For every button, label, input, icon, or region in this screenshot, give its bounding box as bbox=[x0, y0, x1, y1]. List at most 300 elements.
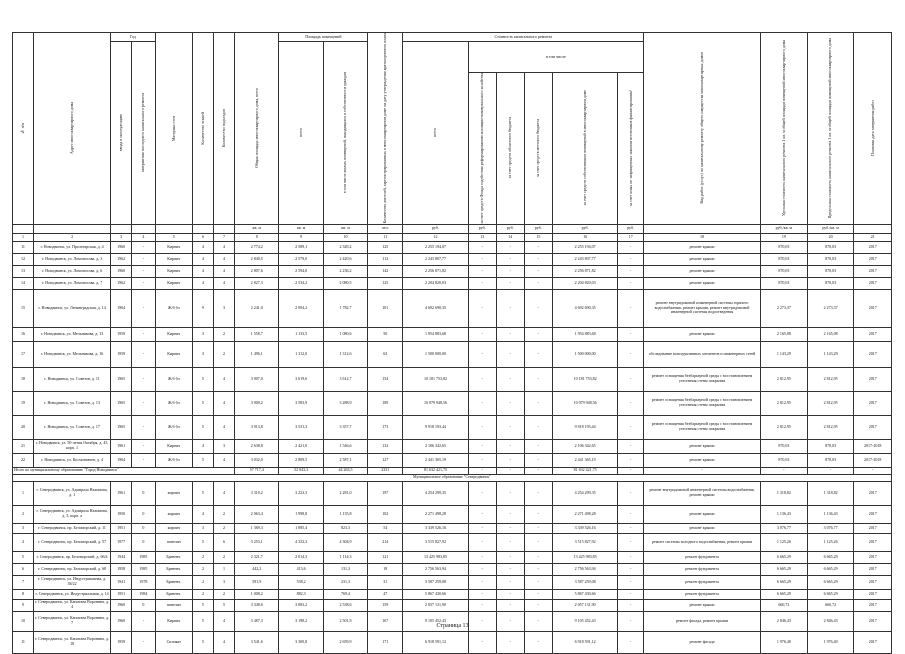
table-cell: - bbox=[524, 551, 552, 563]
table-cell: 2 812,95 bbox=[807, 391, 854, 415]
table-cell: 5 bbox=[192, 415, 213, 439]
incl-header: в том числе bbox=[468, 42, 643, 73]
table-cell: 3 515 827,92 bbox=[552, 533, 617, 551]
table-cell: 442,2 bbox=[235, 563, 279, 575]
table-cell: 2 846,43 bbox=[760, 611, 807, 631]
table-cell: 2 501,9 bbox=[323, 611, 367, 631]
page-number: Страница 13 bbox=[436, 623, 469, 629]
table-cell: 1 080,6 bbox=[323, 327, 367, 341]
table-cell: - bbox=[524, 391, 552, 415]
table-cell: 2 756 563,94 bbox=[552, 563, 617, 575]
table-cell: 171 bbox=[368, 631, 403, 653]
total-cell: - bbox=[496, 467, 524, 474]
table-cell: панелан bbox=[155, 533, 192, 551]
table-cell: 870,03 bbox=[760, 253, 807, 265]
table-cell: 3 612,7 bbox=[323, 367, 367, 391]
table-cell: - bbox=[618, 391, 644, 415]
table-cell: Кирпич bbox=[155, 611, 192, 631]
table-cell: Кирпич bbox=[155, 327, 192, 341]
table-cell: 1965 bbox=[111, 367, 132, 391]
table-row bbox=[13, 631, 892, 653]
table-cell: 1 bbox=[13, 481, 34, 505]
table-cell: 3 076,77 bbox=[807, 523, 854, 533]
table-cell: - bbox=[132, 439, 155, 453]
table-cell: 3 487,3 bbox=[235, 611, 279, 631]
table-cell: 3 032,0 bbox=[235, 453, 279, 467]
unit-cell: руб. bbox=[524, 224, 552, 233]
table-cell: 121 bbox=[368, 551, 403, 563]
table-cell: - bbox=[468, 505, 496, 523]
table-cell: 4 bbox=[192, 505, 213, 523]
table-cell: 2017 bbox=[854, 599, 892, 611]
table-cell: 1 136,43 bbox=[807, 505, 854, 523]
table-cell: - bbox=[496, 589, 524, 599]
table-cell: 4 692 690,35 bbox=[403, 289, 468, 327]
table-cell: 2017 bbox=[854, 523, 892, 533]
table-cell: 8 bbox=[13, 589, 34, 599]
table-cell: - bbox=[132, 415, 155, 439]
table-cell: г. Новодвинск, ул. 50-летия Октября, д. 45, корп. 1 bbox=[34, 439, 111, 453]
table-cell: 1984 bbox=[132, 589, 155, 599]
table-cell: 1 558,7 bbox=[235, 327, 279, 341]
table-cell: ремонт крыши bbox=[644, 505, 761, 523]
table-cell: 2 827,3 bbox=[235, 277, 279, 289]
table-cell: 1964 bbox=[111, 289, 132, 327]
table-cell: 2017 bbox=[854, 289, 892, 327]
table-row bbox=[13, 523, 892, 533]
column-number-cell: 15 bbox=[524, 233, 552, 241]
units-row bbox=[13, 224, 892, 233]
table-cell: - bbox=[524, 523, 552, 533]
table-cell: 870,03 bbox=[807, 265, 854, 277]
table-cell: - bbox=[618, 563, 644, 575]
table-cell: 2 bbox=[192, 563, 213, 575]
table-row bbox=[13, 575, 892, 589]
table-cell: 10 079 948,56 bbox=[552, 391, 617, 415]
table-cell: 9 918 193,44 bbox=[403, 415, 468, 439]
table-cell: 5 bbox=[13, 551, 34, 563]
table-cell: 1 782,7 bbox=[323, 289, 367, 327]
section-severodvinsk bbox=[13, 474, 892, 481]
table-cell: - bbox=[618, 599, 644, 611]
table-cell: - bbox=[496, 253, 524, 265]
table-cell: - bbox=[468, 327, 496, 341]
table-row bbox=[13, 533, 892, 551]
table-cell: 1 500 000,00 bbox=[552, 341, 617, 367]
col-header-17: за счет иных не запрещенных законом источников финансирования¹ bbox=[618, 72, 644, 224]
column-number-cell: 1 bbox=[13, 233, 34, 241]
table-cell: 4 bbox=[192, 265, 213, 277]
table-cell: 2 321,7 bbox=[235, 551, 279, 563]
table-cell: 4 692 690,35 bbox=[552, 289, 617, 327]
table-cell: 4 bbox=[214, 453, 235, 467]
table-cell: г. Северодвинск, ул. Адмирала Нахимова, д. 3, корп. а bbox=[34, 505, 111, 523]
table-cell: ремонт фасада bbox=[644, 631, 761, 653]
table-cell: 5 bbox=[192, 533, 213, 551]
table-cell: 5 bbox=[192, 611, 213, 631]
table-cell: 6 918 591,12 bbox=[552, 631, 617, 653]
table-cell: 2017 bbox=[854, 533, 892, 551]
table-cell: - bbox=[618, 589, 644, 599]
table-cell: 1964 bbox=[111, 453, 132, 467]
col-header-4: завершения последнего капитального ремонта bbox=[132, 42, 155, 225]
table-cell: - bbox=[468, 523, 496, 533]
column-number-cell: 8 bbox=[235, 233, 279, 241]
table-cell: - bbox=[496, 265, 524, 277]
table-cell: 5 bbox=[192, 391, 213, 415]
table-cell: - bbox=[468, 391, 496, 415]
table-cell: - bbox=[468, 277, 496, 289]
table-cell: 2 bbox=[192, 589, 213, 599]
table-cell: 159 bbox=[368, 599, 403, 611]
table-cell: 2 441 365,19 bbox=[403, 453, 468, 467]
table-cell: 3 bbox=[13, 523, 34, 533]
table-cell: 17 bbox=[13, 341, 34, 367]
table-cell: г. Новодвинск, ул. Советов, д. 17 bbox=[34, 415, 111, 439]
table-cell: 6 665,29 bbox=[807, 589, 854, 599]
table-cell: 5 bbox=[192, 631, 213, 653]
col-header-18: Вид работ (услуг) по капитальному ремонту общего имущества многоквартирных домов bbox=[644, 33, 761, 225]
table-cell: Ж/б бл bbox=[155, 367, 192, 391]
table-cell: 132 bbox=[368, 439, 403, 453]
column-number-cell: 12 bbox=[403, 233, 468, 241]
table-cell: 9 bbox=[192, 289, 213, 327]
table-cell: - bbox=[524, 289, 552, 327]
table-cell: - bbox=[524, 265, 552, 277]
total-cell: - bbox=[618, 467, 644, 474]
table-cell: ремонт фундамента bbox=[644, 575, 761, 589]
table-cell: 882,3 bbox=[279, 589, 323, 599]
table-cell: - bbox=[524, 599, 552, 611]
table-cell: - bbox=[132, 611, 155, 631]
section-title: Муниципальное образование "Северодвинск" bbox=[13, 474, 892, 481]
table-cell: 2 bbox=[214, 327, 235, 341]
table-cell: 1 312,0 bbox=[279, 341, 323, 367]
col-header-19: Удельная стоимость капитального ремонта 1 кв. м общей площади помещений многоквартирного дома bbox=[760, 33, 807, 225]
table-cell: ремонт крыши bbox=[644, 453, 761, 467]
table-cell: 2 420,6 bbox=[323, 253, 367, 265]
col-header-21: Плановая дата завершения работ bbox=[854, 33, 892, 225]
table-cell: г. Северодвинск, пр. Беломорский, д. 57 bbox=[34, 533, 111, 551]
table-cell: 1961 bbox=[111, 439, 132, 453]
table-cell: 2017 bbox=[854, 589, 892, 599]
table-cell: 189 bbox=[368, 391, 403, 415]
table-cell: - bbox=[496, 341, 524, 367]
table-cell: 6 665,29 bbox=[807, 575, 854, 589]
table-cell: - bbox=[618, 481, 644, 505]
table-row bbox=[13, 253, 892, 265]
table-cell: - bbox=[618, 523, 644, 533]
table-cell: 2017 bbox=[854, 631, 892, 653]
table-cell: ремонт системы холодного водоснабжения, ремонт крыши bbox=[644, 533, 761, 551]
total-cell: 44 263,5 bbox=[323, 467, 367, 474]
table-cell: г. Новодвинск, ул. Мельникова, д. 16 bbox=[34, 341, 111, 367]
table-cell: 1 500 000,00 bbox=[403, 341, 468, 367]
table-cell: 2 057 131,90 bbox=[552, 599, 617, 611]
table-cell: 2 812,95 bbox=[807, 415, 854, 439]
table-cell: 4 bbox=[214, 241, 235, 253]
table-cell: 538,2 bbox=[279, 575, 323, 589]
table-cell: 2 840,5 bbox=[235, 253, 279, 265]
table-cell: 1959 bbox=[111, 341, 132, 367]
table-cell: 22 bbox=[13, 453, 34, 467]
table-cell: 1961 bbox=[111, 481, 132, 505]
table-cell: 3 900,2 bbox=[235, 391, 279, 415]
table-cell: 10 181 753,82 bbox=[552, 367, 617, 391]
table-cell: 1 125,26 bbox=[760, 533, 807, 551]
table-cell: 4 bbox=[214, 367, 235, 391]
table-cell: 660,72 bbox=[807, 599, 854, 611]
table-cell: 0 bbox=[132, 505, 155, 523]
column-number-cell: 4 bbox=[132, 233, 155, 241]
table-cell: 20 bbox=[13, 415, 34, 439]
total-cell: - bbox=[468, 467, 496, 474]
table-cell: 18 bbox=[368, 563, 403, 575]
total-cell: - bbox=[760, 467, 807, 474]
unit-cell bbox=[214, 224, 235, 233]
table-cell: - bbox=[618, 367, 644, 391]
table-cell: 127 bbox=[368, 453, 403, 467]
table-cell: Кирпич bbox=[155, 439, 192, 453]
table-cell: 1941 bbox=[111, 575, 132, 589]
table-cell: 13 bbox=[13, 265, 34, 277]
table-cell: - bbox=[496, 289, 524, 327]
table-cell: 125 bbox=[368, 241, 403, 253]
table-cell: - bbox=[618, 289, 644, 327]
table-cell: 19 bbox=[13, 391, 34, 415]
table-cell: 870,03 bbox=[807, 453, 854, 467]
table-cell: 591,9 bbox=[235, 575, 279, 589]
table-cell: - bbox=[468, 415, 496, 439]
table-cell: 1985 bbox=[132, 563, 155, 575]
table-cell: 2 bbox=[214, 523, 235, 533]
table-cell: 1959 bbox=[111, 327, 132, 341]
table-cell: Ж/б бл bbox=[155, 453, 192, 467]
table-cell: г. Северодвинск, пр. Беломорский, д. 66/4 bbox=[34, 551, 111, 563]
table-cell: 1959 bbox=[111, 631, 132, 653]
table-cell: 4 bbox=[214, 415, 235, 439]
table-cell: ремонт крыши bbox=[644, 265, 761, 277]
table-cell: 2 812,95 bbox=[807, 367, 854, 391]
table-cell: 3 348,6 bbox=[235, 599, 279, 611]
table-cell: 1985 bbox=[132, 551, 155, 563]
col-header-2: Адрес многоквартирного дома bbox=[34, 33, 111, 225]
table-cell: панелан bbox=[155, 599, 192, 611]
table-cell: - bbox=[524, 631, 552, 653]
column-numbers-row bbox=[13, 233, 892, 241]
area-group-header: Площадь помещений bbox=[279, 33, 368, 42]
table-cell: - bbox=[496, 563, 524, 575]
table-cell: 214 bbox=[368, 533, 403, 551]
table-row bbox=[13, 563, 892, 575]
col-header-14: за счет средств областного бюджета bbox=[496, 72, 524, 224]
table-cell: 2 bbox=[13, 505, 34, 523]
table-cell: - bbox=[468, 533, 496, 551]
table-cell: 2 659,9 bbox=[323, 631, 367, 653]
table-row bbox=[13, 599, 892, 611]
table-cell: г. Новодвинск, ул. Ленинградская, д. 14 bbox=[34, 289, 111, 327]
table-cell: 4 bbox=[214, 391, 235, 415]
table-cell: 1 318,82 bbox=[760, 481, 807, 505]
col-header-9: всего bbox=[279, 42, 323, 225]
table-cell: - bbox=[618, 631, 644, 653]
col-header-11: Количество жителей, зарегистрированных в многоквартирном доме на дату утверждения краткосрочного плана bbox=[368, 33, 403, 225]
table-cell: 6 bbox=[13, 563, 34, 575]
table-cell: г. Северодвинск, ул. Капитана Воронина, д. 7 bbox=[34, 611, 111, 631]
table-cell: 2 579,0 bbox=[279, 253, 323, 265]
table-cell: 6 665,29 bbox=[760, 551, 807, 563]
table-cell: 5 bbox=[192, 367, 213, 391]
table-cell: 1960 bbox=[111, 241, 132, 253]
table-cell: 2 273,37 bbox=[807, 289, 854, 327]
table-cell: 2017-2018 bbox=[854, 453, 892, 467]
table-cell: - bbox=[618, 533, 644, 551]
table-cell: Кирпич bbox=[155, 277, 192, 289]
table-cell: - bbox=[524, 439, 552, 453]
table-cell: - bbox=[618, 453, 644, 467]
table-cell: 2017 bbox=[854, 563, 892, 575]
table-cell: - bbox=[496, 367, 524, 391]
column-number-cell: 5 bbox=[155, 233, 192, 241]
table-cell: - bbox=[496, 277, 524, 289]
table-cell: 1 998,8 bbox=[279, 505, 323, 523]
table-cell: 2 812,95 bbox=[760, 415, 807, 439]
table-cell: 6 665,29 bbox=[807, 563, 854, 575]
table-cell: 2 057 131,90 bbox=[403, 599, 468, 611]
table-cell: - bbox=[496, 505, 524, 523]
table-cell: 173 bbox=[368, 415, 403, 439]
table-cell: - bbox=[132, 341, 155, 367]
table-cell: 1962 bbox=[111, 253, 132, 265]
table-cell: 2 255 194,07 bbox=[552, 241, 617, 253]
table-cell: - bbox=[496, 551, 524, 563]
table-cell: 2 bbox=[192, 551, 213, 563]
table-cell: 2 774,2 bbox=[235, 241, 279, 253]
table-cell: 1 125,26 bbox=[807, 533, 854, 551]
table-cell: 102 bbox=[368, 505, 403, 523]
table-cell: 870,03 bbox=[760, 453, 807, 467]
unit-cell: руб. bbox=[403, 224, 468, 233]
col-header-5: Материал стен bbox=[155, 33, 192, 225]
table-cell: - bbox=[468, 439, 496, 453]
table-cell: - bbox=[618, 241, 644, 253]
year-group-header: Год bbox=[111, 33, 155, 42]
table-row bbox=[13, 589, 892, 599]
table-cell: 2017 bbox=[854, 575, 892, 589]
table-cell: 3 bbox=[214, 439, 235, 453]
table-cell: 2017 bbox=[854, 341, 892, 367]
table-cell: 1951 bbox=[111, 523, 132, 533]
capital-repair-table bbox=[12, 32, 892, 654]
column-number-cell: 19 bbox=[760, 233, 807, 241]
column-number-cell: 20 bbox=[807, 233, 854, 241]
total-cell: 81 632 421,75 bbox=[403, 467, 468, 474]
table-cell: 9 918 193,44 bbox=[552, 415, 617, 439]
table-cell: - bbox=[496, 611, 524, 631]
table-cell: 1 143,29 bbox=[760, 341, 807, 367]
table-cell: Кирпич bbox=[155, 341, 192, 367]
table-cell: - bbox=[496, 415, 524, 439]
table-cell: ремонт фундамента bbox=[644, 563, 761, 575]
table-cell: 12 bbox=[13, 253, 34, 265]
column-number-cell: 14 bbox=[496, 233, 524, 241]
table-cell: ремонт оснащения безбарьерной среды с восстановлением утепления стены покрытия bbox=[644, 415, 761, 439]
table-cell: кирпич bbox=[155, 505, 192, 523]
table-cell: - bbox=[496, 391, 524, 415]
col-header-6: Количество этажей bbox=[192, 33, 213, 225]
table-cell: 1 496,1 bbox=[235, 341, 279, 367]
table-cell: 6 665,29 bbox=[760, 589, 807, 599]
table-cell: 1 954 883,68 bbox=[552, 327, 617, 341]
table-cell: 2 812,95 bbox=[760, 391, 807, 415]
table-cell: 4 bbox=[214, 611, 235, 631]
table-cell: 154 bbox=[368, 367, 403, 391]
table-cell: 1 312,6 bbox=[323, 341, 367, 367]
table-cell: 1 976,40 bbox=[807, 631, 854, 653]
table-cell: 2 587,1 bbox=[323, 453, 367, 467]
table-cell: 6 665,29 bbox=[760, 575, 807, 589]
table-cell: 2 094,2 bbox=[279, 289, 323, 327]
table-row bbox=[13, 551, 892, 563]
total-cell: 81 632 421,75 bbox=[552, 467, 617, 474]
table-cell: Ж/б бл bbox=[155, 391, 192, 415]
table-cell: 4 bbox=[13, 533, 34, 551]
table-cell: 2 bbox=[214, 505, 235, 523]
table-cell: 2017 bbox=[854, 611, 892, 631]
table-cell: 3 198,2 bbox=[279, 611, 323, 631]
table-cell: 6 665,29 bbox=[760, 563, 807, 575]
table-cell: - bbox=[618, 341, 644, 367]
table-cell: - bbox=[618, 327, 644, 341]
table-cell: 2 014,3 bbox=[279, 551, 323, 563]
table-cell: 2 243 807,77 bbox=[403, 253, 468, 265]
unit-cell: кв. м bbox=[235, 224, 279, 233]
table-cell: 0 bbox=[132, 523, 155, 533]
table-cell: 870,03 bbox=[760, 439, 807, 453]
table-cell: ремонт крыши bbox=[644, 599, 761, 611]
table-cell: 2 241,0 bbox=[235, 289, 279, 327]
table-cell: 2017 bbox=[854, 505, 892, 523]
unit-cell: руб. bbox=[468, 224, 496, 233]
table-row bbox=[13, 391, 892, 415]
table-cell: - bbox=[496, 575, 524, 589]
table-cell: 2017 bbox=[854, 241, 892, 253]
table-cell: - bbox=[468, 481, 496, 505]
table-row bbox=[13, 289, 892, 327]
table-cell: - bbox=[132, 327, 155, 341]
table-cell: 2 441 365,19 bbox=[552, 453, 617, 467]
table-cell: Кирпич bbox=[155, 265, 192, 277]
col-header-15: за счет средств местного бюджета bbox=[524, 72, 552, 224]
col-header-16: за счет средств собственников помещений в многоквартирном доме bbox=[552, 72, 617, 224]
table-cell: 1977 bbox=[111, 533, 132, 551]
col-header-7: Количество подъездов bbox=[214, 33, 235, 225]
table-cell: - bbox=[468, 241, 496, 253]
table-cell: 231,3 bbox=[323, 575, 367, 589]
table-cell: 660,72 bbox=[760, 599, 807, 611]
table-cell: ремонт крыши bbox=[644, 523, 761, 533]
table-cell: 2 421,0 bbox=[279, 439, 323, 453]
table-cell: 101 bbox=[368, 289, 403, 327]
table-cell: - bbox=[496, 481, 524, 505]
total-cell: - bbox=[807, 467, 854, 474]
table-cell: 2 256 871,82 bbox=[552, 265, 617, 277]
table-cell: - bbox=[132, 367, 155, 391]
table-cell: 1 bbox=[214, 563, 235, 575]
column-number-cell: 10 bbox=[323, 233, 367, 241]
unit-cell: руб./кв. м bbox=[807, 224, 854, 233]
table-body-novodvinsk bbox=[13, 241, 892, 467]
